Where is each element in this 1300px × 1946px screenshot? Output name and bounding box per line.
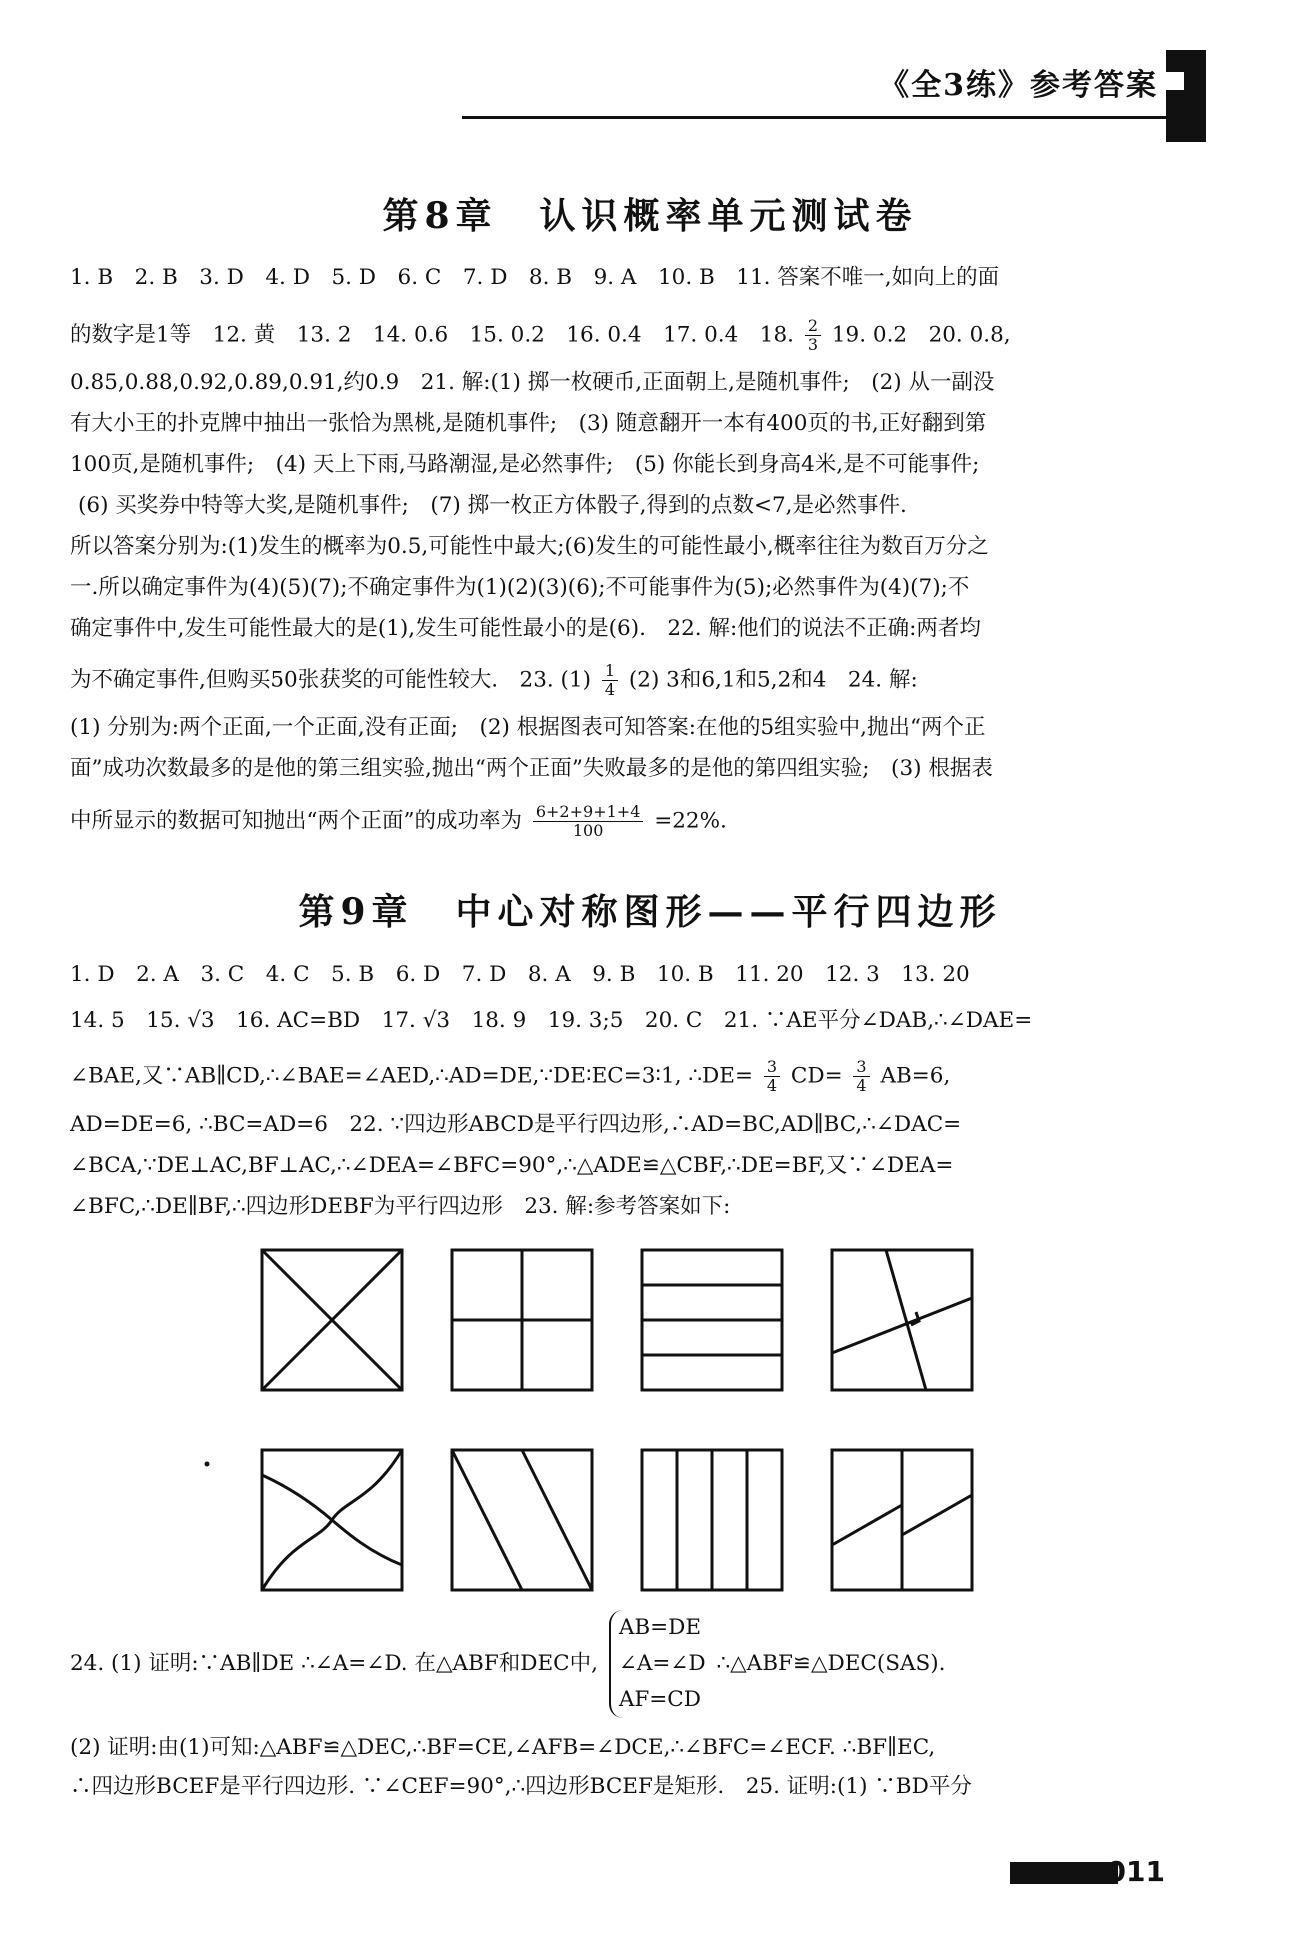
ch8-line-8: 一.所以确定事件为(4)(5)(7);不确定事件为(1)(2)(3)(6);不可能事件为(5);必然事件为(4)(7);不 [70,575,970,600]
fraction-ab-num: 3 [853,1058,869,1077]
congruence-conditions-brace [609,1610,706,1718]
ch9-line-7-tail: ∴△ABF≌△DEC(SAS). [716,1651,946,1676]
chapter8-title: 第8章 认识概率单元测试卷 [382,195,918,237]
fraction-q23-den: 4 [604,680,616,699]
ch8-line-10-tail: (2) 3和6,1和5,2和4 24. 解: [628,667,918,693]
ch8-line-9: 确定事件中,发生可能性最大的是(1),发生可能性最小的是(6). 22. 解:他们的说法不正确:两者均 [70,616,981,641]
ch8-line-11: (1) 分别为:两个正面,一个正面,没有正面; (2) 根据图表可知答案:在他的5组实验中,抛出“两个正 [70,715,986,740]
figure-square-four-columns [642,1450,782,1590]
brace-condition-3: AF=CD [618,1687,701,1712]
page-number-bar [1010,1862,1118,1884]
brace-condition-1: AB=DE [618,1615,702,1640]
figure-square-parallel-slants [452,1450,592,1590]
ch8-line-1: 1. B 2. B 3. D 4. D 5. D 6. C 7. D 8. B 9. A 10. B 11. 答案不唯一,如向上的面 [70,265,1000,290]
ch9-line-8: (2) 证明:由(1)可知:△ABF≌△DEC,∴BF=CE,∠AFB=∠DCE,∴∠BFC=∠ECF. ∴BF∥EC, [70,1735,936,1760]
ch8-line-2-tail: 19. 0.2 20. 0.8, [831,322,1011,348]
ch9-line-1: 1. D 2. A 3. C 4. C 5. B 6. D 7. D 8. A 9. B 10. B 11. 20 12. 3 13. 20 [70,962,970,987]
figure-square-four-stripes [642,1250,782,1390]
ch8-line-13-tail: =22%. [654,808,727,834]
figure-square-pinwheel-curves [262,1450,402,1590]
fraction-q24-den: 100 [572,821,604,840]
page-number: 011 [1106,1855,1165,1888]
fraction-q23-num: 1 [602,662,618,681]
ch8-line-3: 0.85,0.88,0.92,0.89,0.91,约0.9 21. 解:(1) 掷一枚硬币,正面朝上,是随机事件; (2) 从一副没 [70,370,995,395]
ch9-line-9: ∴四边形BCEF是平行四边形. ∵∠CEF=90°,∴四边形BCEF是矩形. 25. 证明:(1) ∵BD平分 [70,1774,972,1799]
fraction-q18-den: 3 [807,335,819,354]
fraction-de-den: 4 [766,1076,778,1095]
figure-square-zigzag-divider [832,1450,972,1590]
ch9-line-7 [70,1610,945,1718]
ch8-line-13-text: 中所显示的数据可知抛出“两个正面”的成功率为 [70,808,522,834]
ch9-line-3-mid: CD= [790,1063,843,1089]
chapter9-title: 第9章 中心对称图形——平行四边形 [298,891,1002,933]
ch8-line-2-text: 的数字是1等 12. 黄 13. 2 14. 0.6 15. 0.2 16. 0.4 17. 0.4 18. [70,322,794,348]
ch9-line-4: AD=DE=6, ∴BC=AD=6 22. ∵四边形ABCD是平行四边形,∴AD=BC,AD∥BC,∴∠DAC= [70,1112,962,1137]
ch9-line-7-text: 24. (1) 证明:∵AB∥DE ∴∠A=∠D. 在△ABF和DEC中, [70,1651,598,1676]
ch8-line-12: 面”成功次数最多的是他的第三组实验,抛出“两个正面”失败最多的是他的第四组实验; (3) 根据表 [70,756,993,781]
fraction-ab-den: 4 [856,1076,867,1095]
fraction-q24-num: 6+2+9+1+4 [533,803,644,822]
fraction-de-num: 3 [764,1058,780,1077]
ch8-line-4: 有大小王的扑克牌中抽出一张恰为黑桃,是随机事件; (3) 随意翻开一本有400页的书,正好翻到第 [70,411,987,436]
ch8-line-10-text: 为不确定事件,但购买50张获奖的可能性较大. 23. (1) [70,667,592,693]
ch8-line-6: (6) 买奖券中特等大奖,是随机事件; (7) 掷一枚正方体骰子,得到的点数<7,是必然事件. [78,493,907,518]
stray-dot [205,1462,210,1467]
figure-square-perpendicular-lines [832,1250,972,1390]
ch9-line-3-text: ∠BAE,又∵AB∥CD,∴∠BAE=∠AED,∴AD=DE,∵DE∶EC=3∶1, ∴DE= [70,1063,753,1089]
header-title: 《全3练》参考答案 [879,68,1158,103]
figure-square-quartered [452,1250,592,1390]
figure-square-with-diagonals [262,1250,402,1390]
ch9-line-2: 14. 5 15. √3 16. AC=BD 17. √3 18. 9 19. 3;5 20. C 21. ∵AE平分∠DAB,∴∠DAE= [70,1008,1033,1033]
ch9-line-3-tail: AB=6, [880,1063,951,1089]
fraction-q18-num: 2 [805,317,821,336]
ch9-line-5: ∠BCA,∵DE⊥AC,BF⊥AC,∴∠DEA=∠BFC=90°,∴△ADE≌△CBF,∴DE=BF,又∵∠DEA= [70,1153,954,1178]
brace-condition-2: ∠A=∠D [618,1651,706,1676]
ch8-line-5: 100页,是随机事件; (4) 天上下雨,马路潮湿,是必然事件; (5) 你能长到身高4米,是不可能事件; [70,452,980,477]
ch9-line-6: ∠BFC,∴DE∥BF,∴四边形DEBF为平行四边形 23. 解:参考答案如下: [70,1194,731,1219]
ch8-line-7: 所以答案分别为:(1)发生的概率为0.5,可能性中最大;(6)发生的可能性最小,概率往往为数百万分之 [70,534,989,559]
